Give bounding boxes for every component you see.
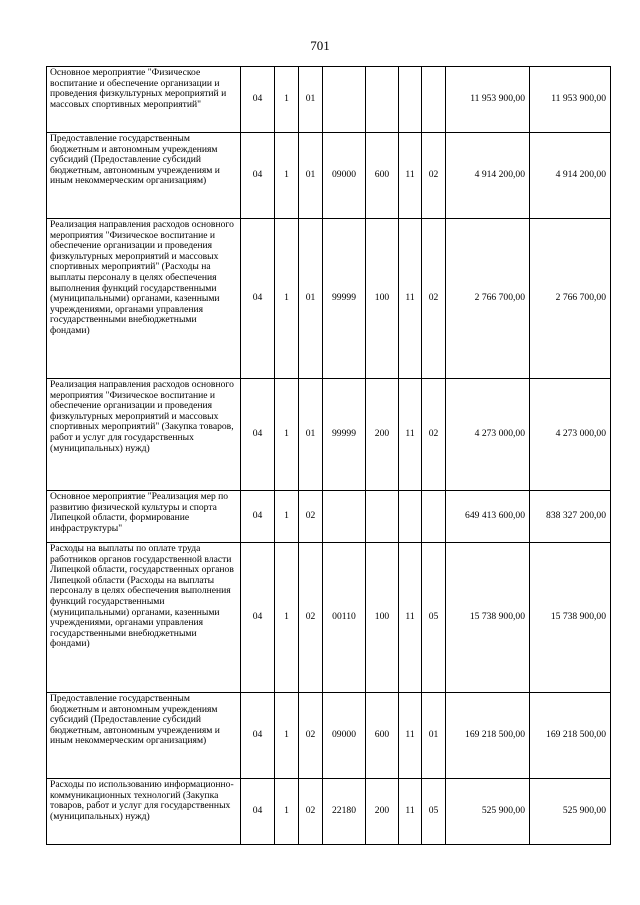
page-number: 701 bbox=[310, 38, 330, 53]
code-5: 200 bbox=[366, 779, 399, 845]
code-5 bbox=[366, 67, 399, 133]
code-7 bbox=[422, 491, 446, 543]
sum-2: 838 327 200,00 bbox=[530, 491, 611, 543]
code-5: 600 bbox=[366, 133, 399, 219]
code-7: 02 bbox=[422, 219, 446, 379]
code-2: 1 bbox=[275, 779, 299, 845]
code-4: 99999 bbox=[323, 379, 366, 491]
code-5: 600 bbox=[366, 693, 399, 779]
sum-2: 11 953 900,00 bbox=[530, 67, 611, 133]
sum-1: 525 900,00 bbox=[446, 779, 530, 845]
code-5: 100 bbox=[366, 543, 399, 693]
code-1: 04 bbox=[241, 543, 275, 693]
sum-1: 649 413 600,00 bbox=[446, 491, 530, 543]
code-1: 04 bbox=[241, 133, 275, 219]
code-1: 04 bbox=[241, 67, 275, 133]
table-row bbox=[47, 379, 611, 491]
sum-2: 4 273 000,00 bbox=[530, 379, 611, 491]
code-3: 02 bbox=[299, 693, 323, 779]
table-row bbox=[47, 133, 611, 219]
code-5: 100 bbox=[366, 219, 399, 379]
row-name: Предоставление государственным бюджетным и автономным учреждениям субсидий (Предоставление субсидий бюджетным, автономным учреждениям и иным некоммерческим организациям) bbox=[47, 693, 241, 779]
code-2: 1 bbox=[275, 67, 299, 133]
code-6: 11 bbox=[399, 693, 422, 779]
code-1: 04 bbox=[241, 779, 275, 845]
code-3: 02 bbox=[299, 543, 323, 693]
code-7: 01 bbox=[422, 693, 446, 779]
sum-1: 15 738 900,00 bbox=[446, 543, 530, 693]
code-2: 1 bbox=[275, 133, 299, 219]
code-4: 99999 bbox=[323, 219, 366, 379]
row-name: Основное мероприятие "Реализация мер по развитию физической культуры и спорта Липецкой области, формирование инфраструктуры" bbox=[47, 491, 241, 543]
code-4: 00110 bbox=[323, 543, 366, 693]
sum-1: 169 218 500,00 bbox=[446, 693, 530, 779]
sum-2: 525 900,00 bbox=[530, 779, 611, 845]
sum-1: 2 766 700,00 bbox=[446, 219, 530, 379]
sum-1: 4 273 000,00 bbox=[446, 379, 530, 491]
code-3: 01 bbox=[299, 133, 323, 219]
code-1: 04 bbox=[241, 379, 275, 491]
code-2: 1 bbox=[275, 693, 299, 779]
table-row bbox=[47, 219, 611, 379]
budget-table bbox=[46, 66, 611, 845]
code-1: 04 bbox=[241, 219, 275, 379]
code-6: 11 bbox=[399, 133, 422, 219]
sum-2: 15 738 900,00 bbox=[530, 543, 611, 693]
row-name: Расходы на выплаты по оплате труда работников органов государственной власти Липецкой области, государственных органов Липецкой области (Расходы на выплаты персоналу в целях обеспечения выполнения функций государственными (муниципальными) органами, казенными учреждениями, органами управления государственными внебюджетными фондами) bbox=[47, 543, 241, 693]
table-row bbox=[47, 543, 611, 693]
code-6 bbox=[399, 491, 422, 543]
row-name: Предоставление государственным бюджетным и автономным учреждениям субсидий (Предоставление субсидий бюджетным, автономным учреждениям и иным некоммерческим организациям) bbox=[47, 133, 241, 219]
code-7 bbox=[422, 67, 446, 133]
sum-2: 4 914 200,00 bbox=[530, 133, 611, 219]
sum-1: 4 914 200,00 bbox=[446, 133, 530, 219]
code-5: 200 bbox=[366, 379, 399, 491]
code-7: 05 bbox=[422, 543, 446, 693]
code-1: 04 bbox=[241, 491, 275, 543]
code-2: 1 bbox=[275, 379, 299, 491]
code-6: 11 bbox=[399, 543, 422, 693]
table-row bbox=[47, 779, 611, 845]
code-4: 22180 bbox=[323, 779, 366, 845]
code-4 bbox=[323, 491, 366, 543]
table-row bbox=[47, 67, 611, 133]
code-4: 09000 bbox=[323, 133, 366, 219]
code-4 bbox=[323, 67, 366, 133]
code-2: 1 bbox=[275, 219, 299, 379]
row-name: Расходы по использованию информационно-коммуникационных технологий (Закупка товаров, работ и услуг для государственных (муниципальных) нужд) bbox=[47, 779, 241, 845]
code-6: 11 bbox=[399, 779, 422, 845]
row-name: Основное мероприятие "Физическое воспитание и обеспечение организации и проведения физкультурных мероприятий и массовых спортивных мероприятий" bbox=[47, 67, 241, 133]
code-3: 02 bbox=[299, 779, 323, 845]
code-7: 05 bbox=[422, 779, 446, 845]
table-row bbox=[47, 491, 611, 543]
code-7: 02 bbox=[422, 379, 446, 491]
sum-2: 169 218 500,00 bbox=[530, 693, 611, 779]
code-6: 11 bbox=[399, 219, 422, 379]
code-3: 01 bbox=[299, 67, 323, 133]
code-2: 1 bbox=[275, 491, 299, 543]
code-3: 02 bbox=[299, 491, 323, 543]
code-2: 1 bbox=[275, 543, 299, 693]
code-3: 01 bbox=[299, 219, 323, 379]
code-7: 02 bbox=[422, 133, 446, 219]
sum-1: 11 953 900,00 bbox=[446, 67, 530, 133]
code-1: 04 bbox=[241, 693, 275, 779]
code-6: 11 bbox=[399, 379, 422, 491]
table-row bbox=[47, 693, 611, 779]
row-name: Реализация направления расходов основного мероприятия "Физическое воспитание и обеспечение организации и проведения физкультурных мероприятий и массовых спортивных мероприятий" (Расходы на выплаты персоналу в целях обеспечения выполнения функций государственными (муниципальными) органами, казенными учреждениями, органами управления государственными внебюджетными фондами) bbox=[47, 219, 241, 379]
row-name: Реализация направления расходов основного мероприятия "Физическое воспитание и обеспечение организации и проведения физкультурных мероприятий и массовых спортивных мероприятий" (Закупка товаров, работ и услуг для государственных (муниципальных) нужд) bbox=[47, 379, 241, 491]
sum-2: 2 766 700,00 bbox=[530, 219, 611, 379]
code-6 bbox=[399, 67, 422, 133]
code-3: 01 bbox=[299, 379, 323, 491]
code-5 bbox=[366, 491, 399, 543]
code-4: 09000 bbox=[323, 693, 366, 779]
